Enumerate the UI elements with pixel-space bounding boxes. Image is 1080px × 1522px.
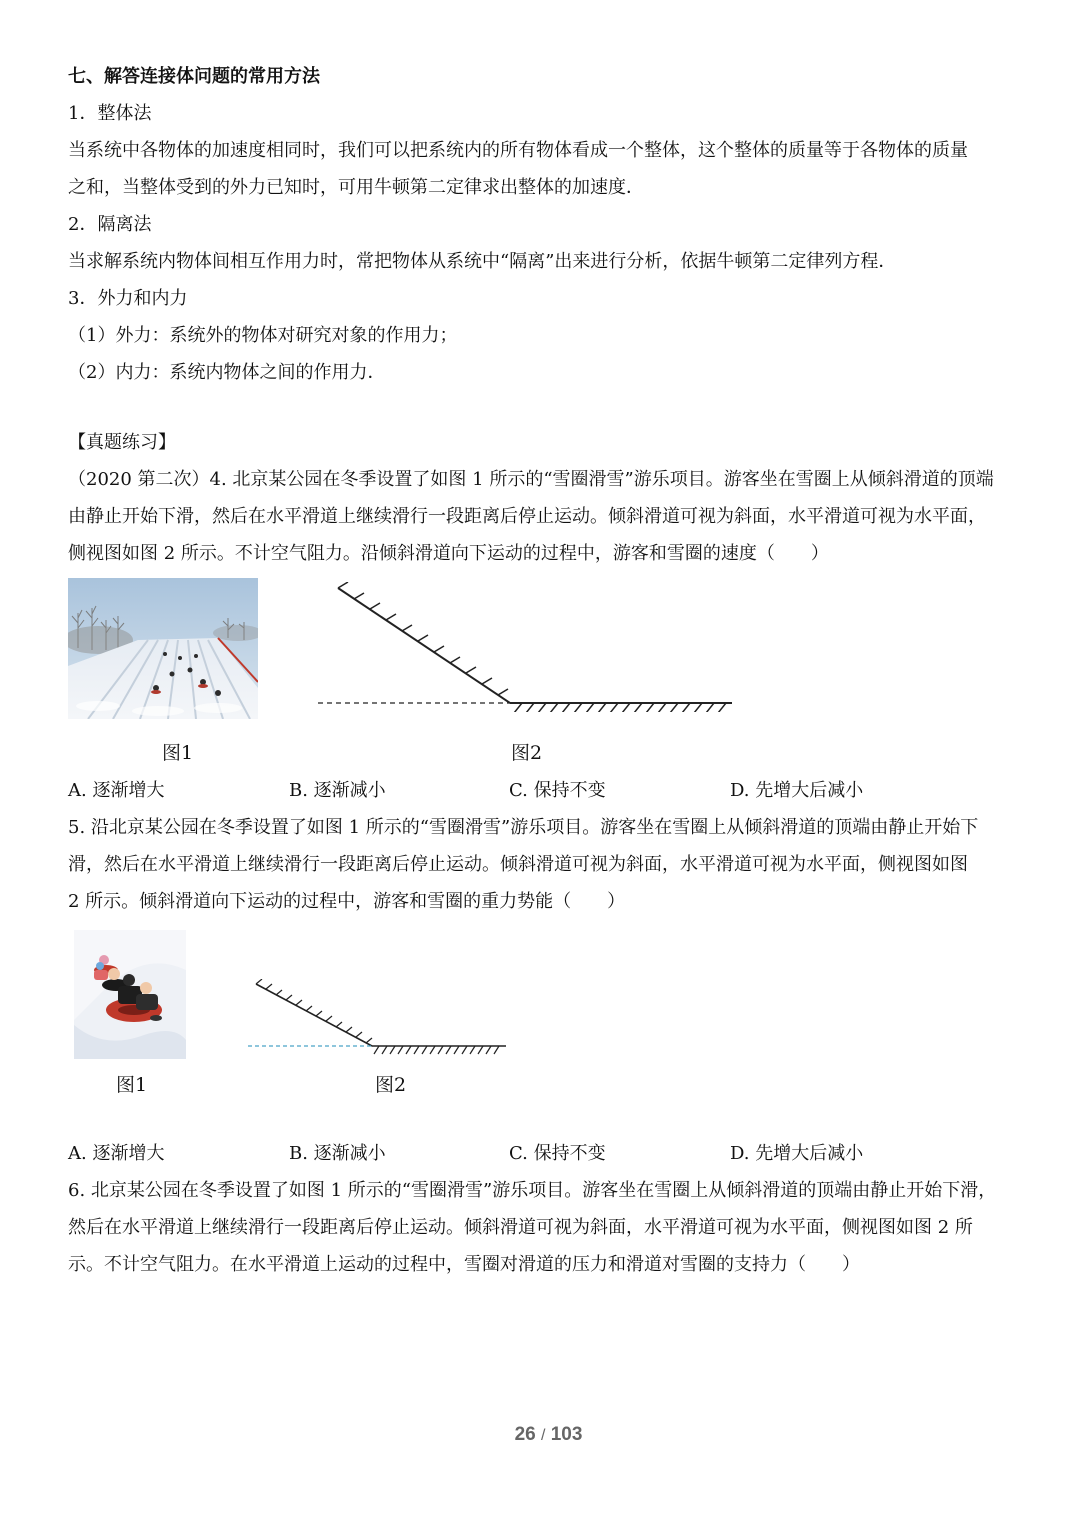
q5-fig1-caption: 图1	[116, 1074, 148, 1096]
q5-line2: 滑，然后在水平滑道上继续滑行一段距离后停止运动。倾斜滑道可视为斜面，水平滑道可视为水平面，侧视图如图	[68, 854, 968, 875]
item1-title: 1．整体法	[68, 103, 152, 124]
practice-heading: 【真题练习】	[68, 432, 176, 453]
q4-option-c: C. 保持不变	[509, 780, 606, 801]
ground-hatching	[514, 703, 726, 712]
q4-fig1-caption: 图1	[162, 742, 194, 764]
q4-fig1-photo	[68, 578, 258, 719]
section-title: 七、解答连接体问题的常用方法	[68, 66, 320, 87]
q4-option-a: A. 逐渐增大	[68, 780, 165, 801]
q6-line2: 然后在水平滑道上继续滑行一段距离后停止运动。倾斜滑道可视为斜面，水平滑道可视为水平面，侧视图如图 2 所	[68, 1217, 973, 1238]
q6-line1: 6. 北京某公园在冬季设置了如图 1 所示的“雪圈滑雪”游乐项目。游客坐在雪圈上从倾斜滑道的顶端由静止开始下滑，	[68, 1180, 997, 1201]
q5-option-b: B. 逐渐减小	[289, 1143, 386, 1164]
page-separator: /	[540, 1427, 546, 1444]
page-number	[0, 1424, 1080, 1446]
item3-sub2: （2）内力：系统内物体之间的作用力．	[68, 362, 386, 383]
q4-line1: （2020 第二次）4. 北京某公园在冬季设置了如图 1 所示的“雪圈滑雪”游乐项目。游客坐在雪圈上从倾斜滑道的顶端	[68, 469, 994, 490]
slope-hatching	[256, 979, 372, 1043]
q5-line3: 2 所示。倾斜滑道向下运动的过程中，游客和雪圈的重力势能（ ）	[68, 891, 626, 912]
snow-slope-photo	[68, 578, 258, 719]
q6-line3: 示。不计空气阻力。在水平滑道上运动的过程中，雪圈对滑道的压力和滑道对雪圈的支持力（ ）	[68, 1254, 860, 1275]
item1-text-line2: 之和，当整体受到的外力已知时，可用牛顿第二定律求出整体的加速度．	[68, 177, 644, 198]
total-pages: 103	[550, 1424, 583, 1445]
q4-fig2-caption: 图2	[511, 742, 543, 764]
q4-fig2-diagram	[314, 582, 738, 712]
q5-option-d: D. 先增大后减小	[730, 1143, 864, 1164]
current-page: 26	[514, 1424, 536, 1445]
q4-line2: 由静止开始下滑，然后在水平滑道上继续滑行一段距离后停止运动。倾斜滑道可视为斜面，水平滑道可视为水平面，	[68, 506, 986, 527]
q4-option-d: D. 先增大后减小	[730, 780, 864, 801]
q5-option-c: C. 保持不变	[509, 1143, 606, 1164]
item2-text: 当求解系统内物体间相互作用力时，常把物体从系统中“隔离”出来进行分析，依据牛顿第二定律列方程．	[68, 251, 897, 272]
q5-fig2-caption: 图2	[375, 1074, 407, 1096]
q4-option-b: B. 逐渐减小	[289, 780, 386, 801]
item3-sub1: （1）外力：系统外的物体对研究对象的作用力；	[68, 325, 458, 346]
q4-line3: 侧视图如图 2 所示。不计空气阻力。沿倾斜滑道向下运动的过程中，游客和雪圈的速度（ ）	[68, 543, 829, 564]
ground-hatching	[374, 1046, 499, 1054]
q5-line1: 5. 沿北京某公园在冬季设置了如图 1 所示的“雪圈滑雪”游乐项目。游客坐在雪圈上从倾斜滑道的顶端由静止开始下	[68, 817, 979, 838]
q5-fig2-diagram	[246, 979, 510, 1059]
item2-title: 2．隔离法	[68, 214, 152, 235]
snow-tube-photo	[74, 930, 186, 1059]
item1-text-line1: 当系统中各物体的加速度相同时，我们可以把系统内的所有物体看成一个整体，这个整体的质量等于各物体的质量	[68, 140, 968, 161]
slope-hatching	[338, 582, 508, 695]
q5-fig1-photo	[74, 930, 186, 1059]
item3-title: 3．外力和内力	[68, 288, 188, 309]
q5-option-a: A. 逐渐增大	[68, 1143, 165, 1164]
